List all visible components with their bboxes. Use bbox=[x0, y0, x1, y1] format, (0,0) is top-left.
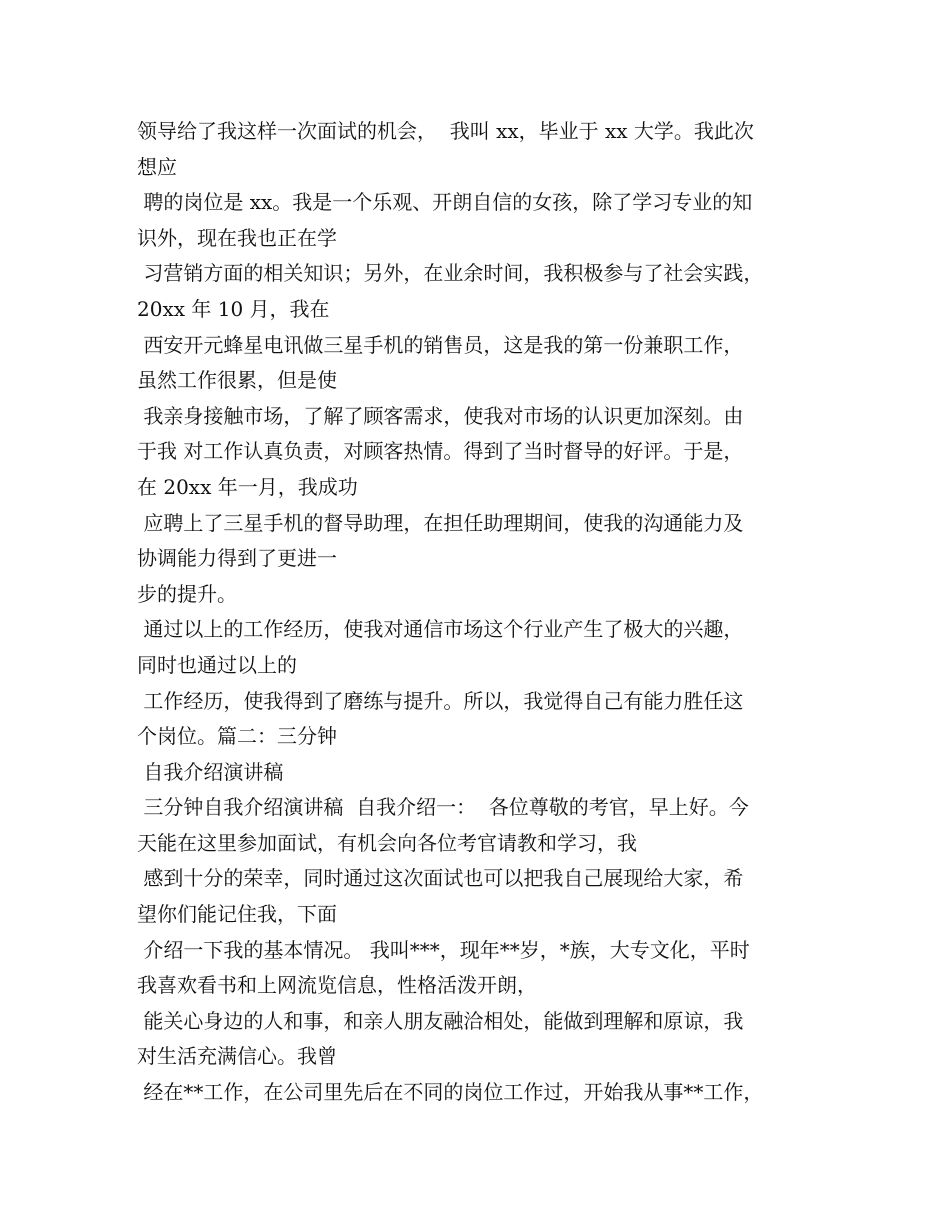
text-line: 工作经历，使我得到了磨练与提升。所以，我觉得自己有能力胜任这 bbox=[137, 688, 744, 713]
text-line: 协调能力得到了更进一 bbox=[137, 546, 337, 571]
text-line: 想应 bbox=[137, 154, 177, 179]
text-line: 通过以上的工作经历，使我对通信市场这个行业产生了极大的兴趣， bbox=[137, 617, 744, 642]
text-line: 自我介绍演讲稿 bbox=[137, 759, 284, 784]
text-line: 应聘上了三星手机的督导助理，在担任助理期间，使我的沟通能力及 bbox=[137, 510, 744, 535]
text-line: 聘的岗位是 xx。我是一个乐观、开朗自信的女孩，除了学习专业的知 bbox=[137, 190, 753, 215]
text-line: 天能在这里参加面试，有机会向各位考官请教和学习，我 bbox=[137, 830, 637, 855]
text-line: 介绍一下我的基本情况。 我叫***，现年**岁，*族，大专文化，平时 bbox=[137, 937, 750, 962]
text-line: 我亲身接触市场，了解了顾客需求，使我对市场的认识更加深刻。由 bbox=[137, 403, 744, 428]
text-line: 在 20xx 年一月，我成功 bbox=[137, 474, 358, 499]
text-line: 个岗位。篇二：三分钟 bbox=[137, 724, 337, 749]
text-line: 虽然工作很累，但是使 bbox=[137, 368, 337, 393]
text-line: 步的提升。 bbox=[137, 581, 237, 606]
text-line: 西安开元蜂星电讯做三星手机的销售员，这是我的第一份兼职工作， bbox=[137, 332, 744, 357]
text-line: 感到十分的荣幸，同时通过这次面试也可以把我自己展现给大家，希 bbox=[137, 866, 744, 891]
text-line: 领导给了我这样一次面试的机会， 我叫 xx，毕业于 xx 大学。我此次 bbox=[137, 119, 754, 143]
text-line: 识外，现在我也正在学 bbox=[137, 225, 337, 250]
text-line: 对生活充满信心。我曾 bbox=[137, 1044, 337, 1069]
text-line: 20xx 年 10 月，我在 bbox=[137, 296, 330, 321]
document-body bbox=[137, 114, 827, 1111]
text-line: 习营销方面的相关知识；另外，在业余时间，我积极参与了社会实践， bbox=[137, 261, 764, 286]
text-line: 同时也通过以上的 bbox=[137, 652, 297, 677]
text-line: 于我 对工作认真负责，对顾客热情。得到了当时督导的好评。于是， bbox=[137, 439, 744, 464]
text-line: 望你们能记住我，下面 bbox=[137, 902, 337, 927]
text-line: 经在**工作，在公司里先后在不同的岗位工作过，开始我从事**工作， bbox=[137, 1080, 764, 1105]
text-line: 三分钟自我介绍演讲稿 自我介绍一： 各位尊敬的考官，早上好。今 bbox=[137, 795, 749, 820]
text-line: 能关心身边的人和事，和亲人朋友融洽相处，能做到理解和原谅，我 bbox=[137, 1008, 744, 1033]
text-line: 我喜欢看书和上网流览信息，性格活泼开朗， bbox=[137, 973, 537, 998]
